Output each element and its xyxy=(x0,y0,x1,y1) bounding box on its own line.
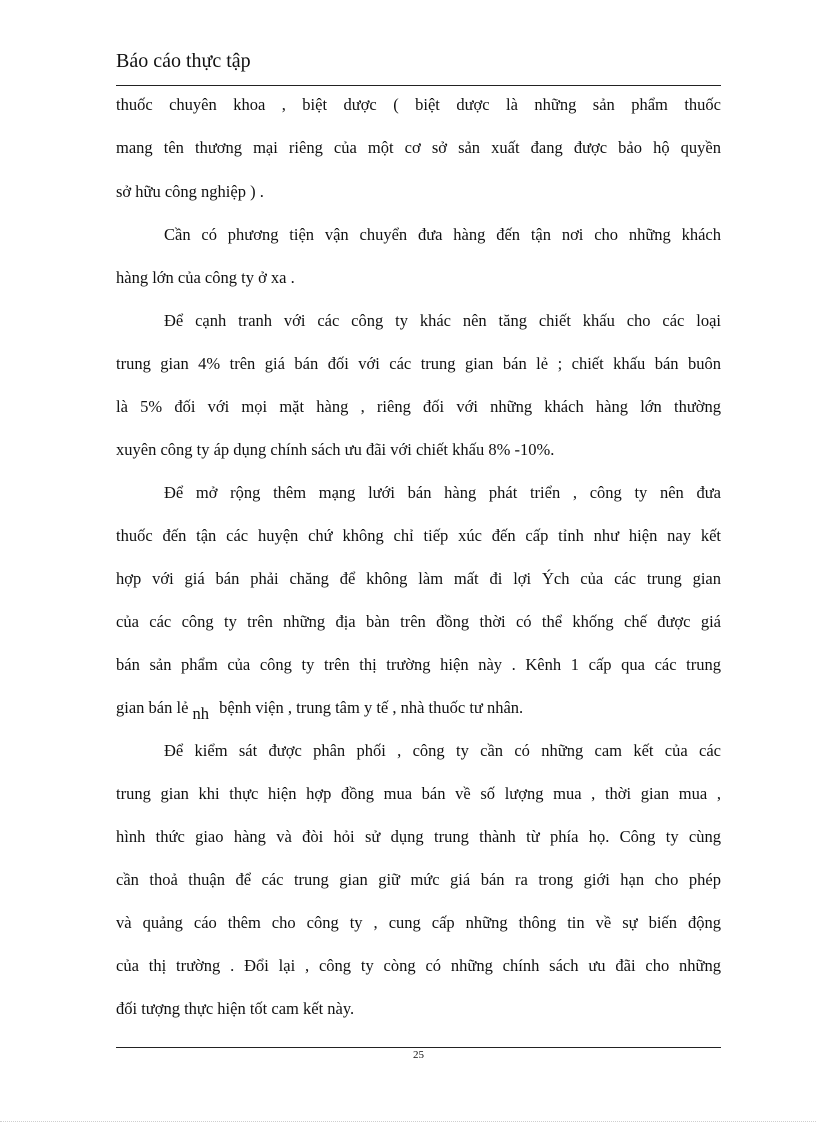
body-line: hợp với giá bán phải chăng để không làm mất đi lợi Ých của các trung gian xyxy=(116,569,721,588)
body-line-mixed xyxy=(116,695,523,721)
paragraph-first-line: Để kiểm sát được phân phối , công ty cần có những cam kết của các xyxy=(164,741,721,760)
body-line: sở hữu công nghiệp ) . xyxy=(116,182,264,201)
paragraph-first-line: Để mở rộng thêm mạng lưới bán hàng phát triển , công ty nên đưa xyxy=(164,483,721,502)
body-line: bán sản phẩm của công ty trên thị trường hiện này . Kênh 1 cấp qua các trung xyxy=(116,655,721,674)
body-line: thuốc chuyên khoa , biệt dược ( biệt dược là những sản phẩm thuốc xyxy=(116,95,721,114)
page-number: 25 xyxy=(413,1049,424,1061)
body-line: hàng lớn của công ty ở xa . xyxy=(116,268,295,287)
body-line: trung gian khi thực hiện hợp đồng mua bán về số lượng mua , thời gian mua , xyxy=(116,784,721,803)
body-line: hình thức giao hàng và đòi hỏi sử dụng trung thành từ phía họ. Công ty cùng xyxy=(116,827,721,846)
paragraph-first-line: Để cạnh tranh với các công ty khác nên tăng chiết khấu cho các loại xyxy=(164,311,721,330)
subscript-fragment: nh xyxy=(192,704,210,723)
body-line: của thị trường . Đổi lại , công ty còng có những chính sách ưu đãi cho những xyxy=(116,956,721,975)
body-line: là 5% đối với mọi mặt hàng , riêng đối với những khách hàng lớn thường xyxy=(116,397,721,416)
body-line: xuyên công ty áp dụng chính sách ưu đãi với chiết khấu 8% -10%. xyxy=(116,440,555,459)
page-edge xyxy=(0,1121,816,1122)
paragraph-first-line: Cần có phương tiện vận chuyển đưa hàng đến tận nơi cho những khách xyxy=(164,225,721,244)
body-line: trung gian 4% trên giá bán đối với các trung gian bán lẻ ; chiết khấu bán buôn xyxy=(116,354,721,373)
body-line: thuốc đến tận các huyện chứ không chỉ tiếp xúc đến cấp tỉnh như hiện nay kết xyxy=(116,526,721,545)
body-line-prefix: gian bán lẻ xyxy=(116,698,189,717)
body-line: mang tên thương mại riêng của một cơ sở sản xuất đang được bảo hộ quyền xyxy=(116,138,721,157)
body-line-rest: bệnh viện , trung tâm y tế , nhà thuốc tư nhân. xyxy=(219,698,524,717)
body-line: cần thoả thuận để các trung gian giữ mức giá bán ra trong giới hạn cho phép xyxy=(116,870,721,889)
header-title: Báo cáo thực tập xyxy=(116,50,251,72)
body-line: đối tượng thực hiện tốt cam kết này. xyxy=(116,999,355,1018)
header-divider xyxy=(116,85,721,86)
body-line: của các công ty trên những địa bàn trên đồng thời có thể khống chế được giá xyxy=(116,612,721,631)
body-line: và quảng cáo thêm cho công ty , cung cấp những thông tin về sự biến động xyxy=(116,913,721,932)
